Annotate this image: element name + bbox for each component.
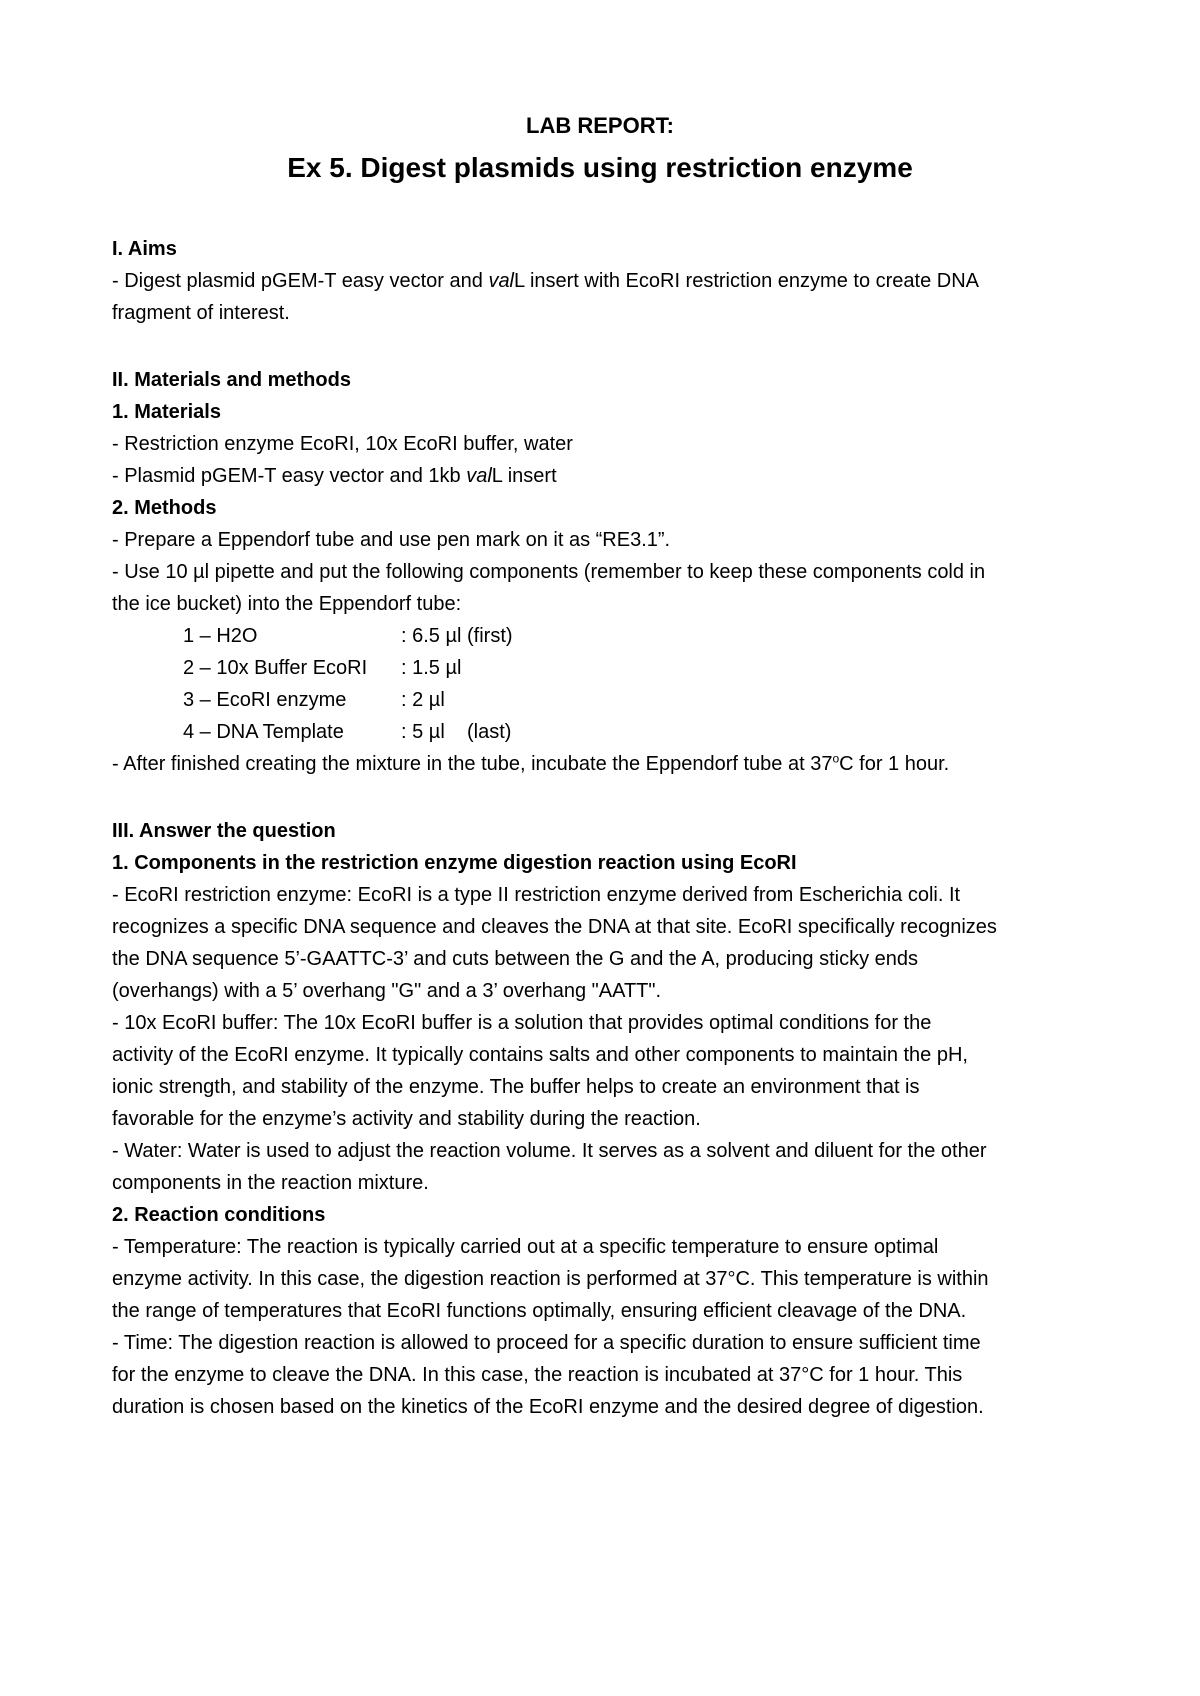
component-row <box>112 716 1108 748</box>
q1-line: - Water: Water is used to adjust the reaction volume. It serves as a solvent and diluent for the other <box>112 1140 987 1162</box>
materials-line-1: - Restriction enzyme EcoRI, 10x EcoRI buffer, water <box>112 433 573 455</box>
q1-line: favorable for the enzyme’s activity and stability during the reaction. <box>112 1108 701 1130</box>
component-name: 1 – H2O <box>183 625 258 647</box>
q2-line: duration is chosen based on the kinetics of the EcoRI enzyme and the desired degree of digestion. <box>112 1396 984 1418</box>
q2-heading: 2. Reaction conditions <box>112 1204 326 1226</box>
aims-line-1-italic: val <box>488 270 515 292</box>
q2-line: the range of temperatures that EcoRI functions optimally, ensuring efficient cleavage of the DNA. <box>112 1300 967 1322</box>
q1-heading: 1. Components in the restriction enzyme digestion reaction using EcoRI <box>112 852 797 874</box>
materials-heading: 1. Materials <box>112 401 221 423</box>
q1-line: components in the reaction mixture. <box>112 1172 429 1194</box>
q2-line: for the enzyme to cleave the DNA. In this case, the reaction is incubated at 37°C for 1 hour. This <box>112 1364 963 1386</box>
incubate-line <box>112 748 1108 780</box>
component-amount: : 5 µl (last) <box>401 721 512 743</box>
aims-line-1-post: L insert with EcoRI restriction enzyme to create DNA <box>514 270 979 292</box>
aims-line-2: fragment of interest. <box>112 302 290 324</box>
q1-line: - EcoRI restriction enzyme: EcoRI is a type II restriction enzyme derived from Escherichia coli. It <box>112 884 961 906</box>
q1-line: (overhangs) with a 5’ overhang "G" and a 3’ overhang "AATT". <box>112 980 662 1002</box>
component-amount: : 6.5 µl (first) <box>401 625 513 647</box>
report-body <box>112 233 1108 1423</box>
component-amount: : 2 µl <box>401 689 445 711</box>
aims-line-1 <box>112 265 1108 297</box>
q1-line: recognizes a specific DNA sequence and cleaves the DNA at that site. EcoRI specifically recognizes <box>112 916 997 938</box>
spacer <box>112 780 1108 815</box>
q2-line: - Time: The digestion reaction is allowed to proceed for a specific duration to ensure sufficient time <box>112 1332 981 1354</box>
incubate-post: C for 1 hour. <box>839 753 950 775</box>
materials-line-2 <box>112 460 1108 492</box>
q2-line: - Temperature: The reaction is typically carried out at a specific temperature to ensure optimal <box>112 1236 939 1258</box>
incubate-pre: - After finished creating the mixture in the tube, incubate the Eppendorf tube at 37 <box>112 753 833 775</box>
materials-line-2-italic: val <box>466 465 492 487</box>
materials-methods-heading: II. Materials and methods <box>112 369 351 391</box>
component-row <box>112 620 1108 652</box>
q1-line: the DNA sequence 5’-GAATTC-3’ and cuts between the G and the A, producing sticky ends <box>112 948 918 970</box>
q2-line: enzyme activity. In this case, the digestion reaction is performed at 37°C. This temperature is within <box>112 1268 989 1290</box>
methods-line-1: - Prepare a Eppendorf tube and use pen mark on it as “RE3.1”. <box>112 529 671 551</box>
component-name: 3 – EcoRI enzyme <box>183 689 347 711</box>
q1-line: activity of the EcoRI enzyme. It typically contains salts and other components to maintain the pH, <box>112 1044 968 1066</box>
q1-line: ionic strength, and stability of the enzyme. The buffer helps to create an environment that is <box>112 1076 920 1098</box>
degree-superscript: o <box>832 751 840 766</box>
methods-line-2a: - Use 10 µl pipette and put the following components (remember to keep these components cold in <box>112 561 986 583</box>
component-name: 2 – 10x Buffer EcoRI <box>183 657 368 679</box>
component-amount: : 1.5 µl <box>401 657 462 679</box>
report-label: LAB REPORT: <box>526 113 674 138</box>
report-title: Ex 5. Digest plasmids using restriction enzyme <box>287 152 913 183</box>
materials-line-2-post: L insert <box>491 465 557 487</box>
aims-line-1-pre: - Digest plasmid pGEM-T easy vector and <box>112 270 489 292</box>
materials-line-2-pre: - Plasmid pGEM-T easy vector and 1kb <box>112 465 467 487</box>
answers-heading: III. Answer the question <box>112 820 336 842</box>
methods-heading: 2. Methods <box>112 497 217 519</box>
component-row <box>112 684 1108 716</box>
component-row <box>112 652 1108 684</box>
aims-heading: I. Aims <box>112 238 177 260</box>
methods-line-2b: the ice bucket) into the Eppendorf tube: <box>112 593 462 615</box>
component-name: 4 – DNA Template <box>183 721 344 743</box>
q1-line: - 10x EcoRI buffer: The 10x EcoRI buffer is a solution that provides optimal conditions for the <box>112 1012 932 1034</box>
spacer <box>112 329 1108 364</box>
